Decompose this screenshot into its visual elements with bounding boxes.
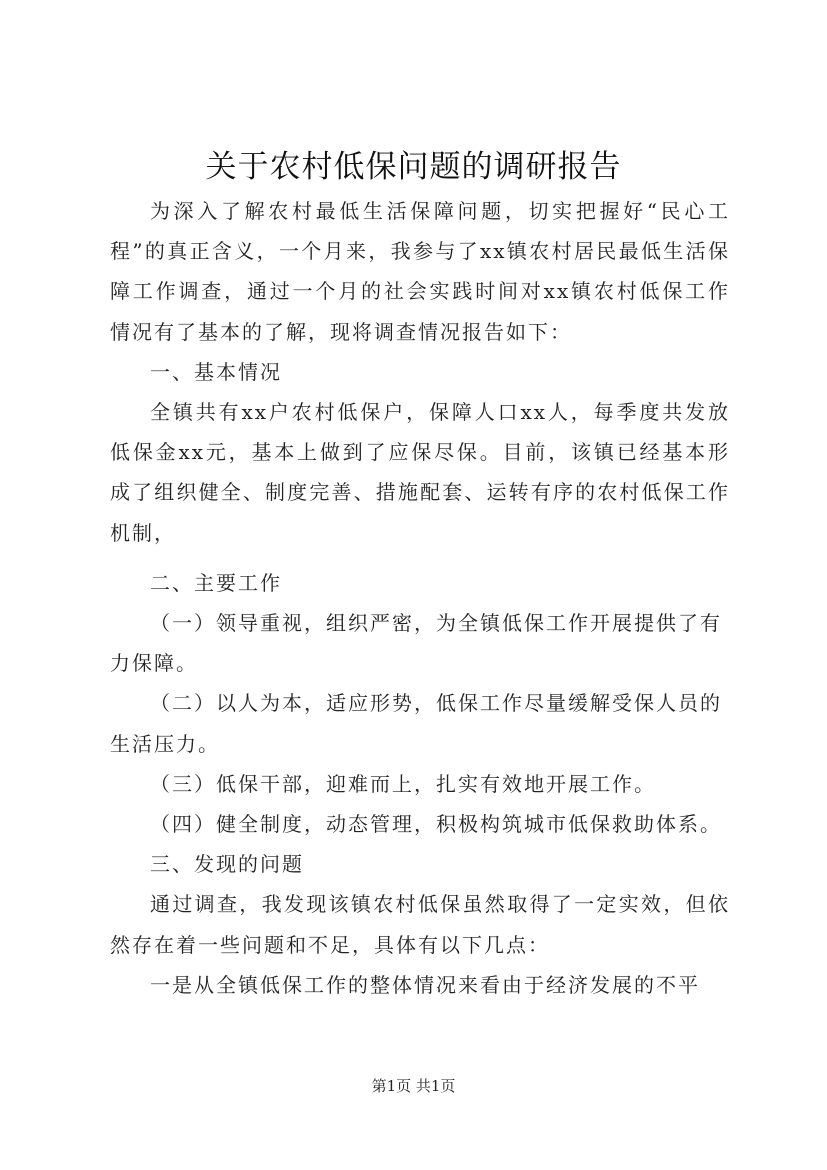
section-heading-problems: 三、发现的问题 bbox=[150, 852, 304, 877]
problem-point-1: 一是从全镇低保工作的整体情况来看由于经济发展的不平 bbox=[150, 972, 700, 997]
document-title: 关于农村低保问题的调研报告 bbox=[205, 149, 622, 185]
main-work-item-1: （一）领导重视，组织严密，为全镇低保工作开展提供了有力保障。 bbox=[110, 611, 722, 676]
main-work-item-2: （二）以人为本，适应形势，低保工作尽量缓解受保人员的生活压力。 bbox=[110, 691, 722, 756]
section-basic-paragraph: 全镇共有xx户农村低保户，保障人口xx人，每季度共发放低保金xx元，基本上做到了应保尽保。目前，该镇已经基本形成了组织健全、制度完善、措施配套、运转有序的农村低保工作机制， bbox=[110, 400, 730, 545]
main-work-item-4: （四）健全制度，动态管理，积极构筑城市低保救助体系。 bbox=[150, 812, 722, 837]
section-heading-basic: 一、基本情况 bbox=[150, 359, 282, 384]
paragraph-gap bbox=[110, 553, 730, 563]
main-work-item-3: （三）低保干部，迎难而上，扎实有效地开展工作。 bbox=[150, 771, 656, 796]
page-footer: 第1页 共1页 bbox=[371, 1077, 456, 1095]
intro-paragraph: 为深入了解农村最低生活保障问题，切实把握好“民心工程”的真正含义，一个月来，我参与了xx镇农村居民最低生活保障工作调查，通过一个月的社会实践时间对xx镇农村低保工作情况有了基本的了解，现将调查情况报告如下： bbox=[110, 199, 730, 344]
document-body bbox=[110, 191, 730, 1005]
section-heading-main-work: 二、主要工作 bbox=[150, 570, 282, 595]
section-problems-paragraph: 通过调查，我发现该镇农村低保虽然取得了一定实效，但依然存在着一些问题和不足，具体有以下几点： bbox=[110, 892, 730, 957]
